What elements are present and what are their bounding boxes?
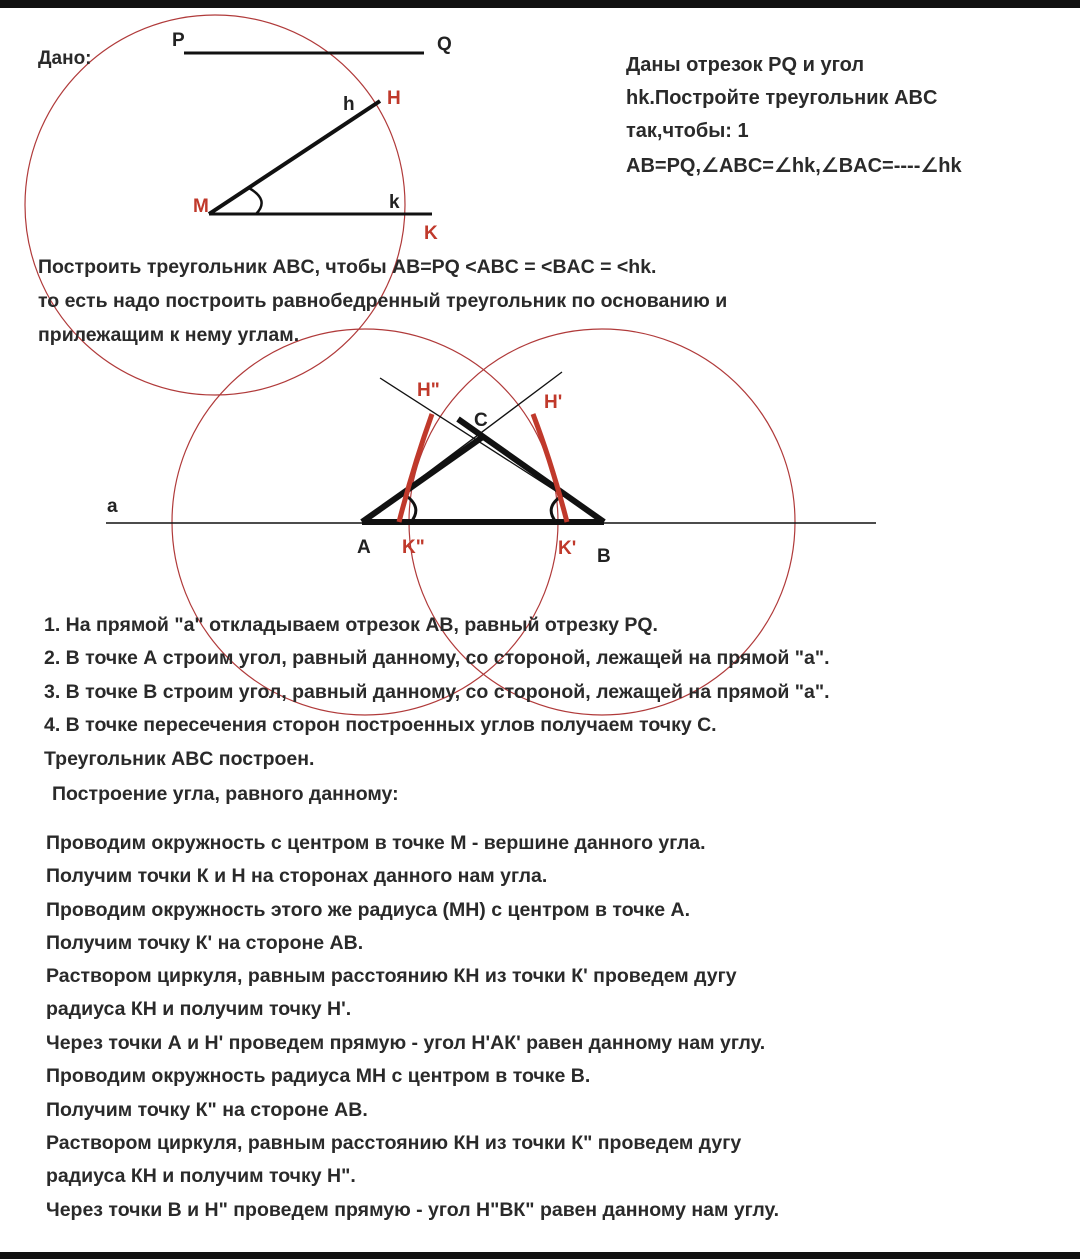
explanation-line-11: радиуса КН и получим точку Н". [46, 1165, 356, 1187]
label-m: M [193, 196, 209, 217]
side-bc [458, 419, 604, 522]
explanation-line-4: Получим точку К' на стороне AB. [46, 932, 364, 954]
explanation-line-7: Через точки А и Н' проведем прямую - угол Н'АК' равен данному нам углу. [46, 1032, 766, 1054]
step-2: 2. В точке А строим угол, равный данному, со стороной, лежащей на прямой "а". [44, 647, 830, 669]
explanation-line-1: Проводим окружность с центром в точке М - вершине данного угла. [46, 832, 706, 854]
label-k-ray: k [389, 192, 400, 213]
label-h1-point: H' [544, 392, 563, 413]
ray-h [209, 101, 380, 214]
explanation-line-12: Через точки В и Н" проведем прямую - угол Н"ВК" равен данному нам углу. [46, 1199, 779, 1221]
explanation-line-5: Раствором циркуля, равным расстоянию КН из точки К' проведем дугу [46, 965, 737, 987]
label-p: P [172, 30, 185, 51]
explanation-line-3: Проводим окружность этого же радиуса (МН) с центром в точке А. [46, 899, 690, 921]
step-result: Треугольник ABC построен. [44, 748, 315, 770]
label-k-point: K [424, 223, 438, 244]
label-q: Q [437, 34, 452, 55]
label-k1-point: K' [558, 538, 577, 559]
explanation-line-9: Получим точку К" на стороне AB. [46, 1099, 368, 1121]
task-line-4: AB=PQ,∠ABC=∠hk,∠BAC=----∠hk [626, 155, 962, 177]
task-line-2: hk.Постройте треугольник ABC [626, 87, 938, 109]
explanation-line-10: Раствором циркуля, равным расстоянию КН из точки К" проведем дугу [46, 1132, 742, 1154]
step-3: 3. В точке В строим угол, равный данному, со стороной, лежащей на прямой "а". [44, 681, 830, 703]
task-line-1: Даны отрезок PQ и угол [626, 54, 865, 76]
explanation-line-8: Проводим окружность радиуса МН с центром в точке В. [46, 1065, 591, 1087]
step-1: 1. На прямой "а" откладываем отрезок AB, равный отрезку PQ. [44, 614, 658, 636]
statement-line-1: Построить треугольник ABC, чтобы AB=PQ <ABC = <BAC = <hk. [38, 256, 657, 278]
label-h2-point: H" [417, 380, 440, 401]
statement-line-2: то есть надо построить равнобедренный треугольник по основанию и [38, 290, 728, 312]
task-line-3: так,чтобы: 1 [626, 120, 749, 142]
label-h-point: H [387, 88, 401, 109]
step-4: 4. В точке пересечения сторон построенных углов получаем точку С. [44, 714, 717, 736]
given-label: Дано: [38, 48, 92, 69]
label-a-point: A [357, 537, 371, 558]
label-a-line: a [107, 496, 118, 517]
explanation-line-6: радиуса КН и получим точку Н'. [46, 998, 352, 1020]
arc-k1-h1 [533, 414, 567, 522]
statement-line-3: прилежащим к нему углам. [38, 324, 300, 346]
bottom-border [0, 1252, 1080, 1259]
label-c-point: C [474, 410, 488, 431]
label-h-ray: h [343, 94, 355, 115]
construction-title: Построение угла, равного данному: [52, 783, 399, 805]
label-k2-point: K" [402, 537, 425, 558]
label-b-point: B [597, 546, 611, 567]
angle-arc-m [249, 188, 262, 214]
explanation-line-2: Получим точки К и Н на сторонах данного нам угла. [46, 865, 548, 887]
